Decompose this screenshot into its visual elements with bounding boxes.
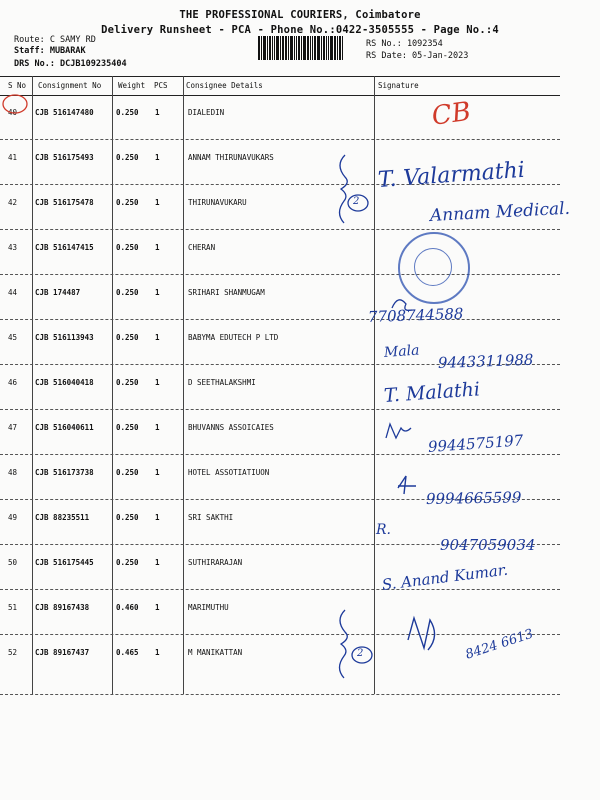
row-consignment: CJB 516173738 bbox=[35, 468, 94, 477]
row-consignment: CJB 516147415 bbox=[35, 243, 94, 252]
row-consignee: SRI SAKTHI bbox=[188, 513, 234, 522]
handwritten-anand-kumar: S. Anand Kumar. bbox=[380, 560, 509, 594]
row-weight: 0.250 bbox=[116, 198, 139, 207]
row-consignee: M MANIKATTAN bbox=[188, 648, 243, 657]
row-weight: 0.250 bbox=[116, 333, 139, 342]
row-sno: 44 bbox=[8, 288, 18, 297]
row-weight: 0.250 bbox=[116, 513, 139, 522]
signature-scribble-52 bbox=[408, 618, 435, 650]
handwritten-phone-47: 9944575197 bbox=[427, 431, 524, 456]
stamp-center bbox=[414, 248, 452, 286]
row-sno: 47 bbox=[8, 423, 18, 432]
row-weight: 0.460 bbox=[116, 603, 139, 612]
row-pcs: 1 bbox=[155, 468, 160, 477]
row-sno: 46 bbox=[8, 378, 18, 387]
col-weight: Weight bbox=[118, 81, 146, 90]
row-consignee: THIRUNAVUKARU bbox=[188, 198, 247, 207]
row-pcs: 1 bbox=[155, 333, 160, 342]
row-consignment: CJB 89167438 bbox=[35, 603, 90, 612]
row-consignment: CJB 516040611 bbox=[35, 423, 94, 432]
row-weight: 0.250 bbox=[116, 558, 139, 567]
row-consignment: CJB 516175493 bbox=[35, 153, 94, 162]
row-sno: 52 bbox=[8, 648, 18, 657]
col-consignment: Consignment No bbox=[38, 81, 102, 90]
signature-scribble-48 bbox=[398, 476, 416, 494]
row-sno: 43 bbox=[8, 243, 18, 252]
col-sno: S No bbox=[8, 81, 27, 90]
row-pcs: 1 bbox=[155, 153, 160, 162]
handwritten-malathi: T. Malathi bbox=[383, 378, 481, 407]
row-consignment: CJB 516147480 bbox=[35, 108, 94, 117]
handwritten-count-top: 2 bbox=[353, 196, 360, 207]
handwritten-annam-medical: Annam Medical. bbox=[429, 198, 571, 226]
row-pcs: 1 bbox=[155, 378, 160, 387]
row-consignment: CJB 174487 bbox=[35, 288, 81, 297]
handwritten-phone-44: 7708744588 bbox=[367, 304, 464, 326]
row-pcs: 1 bbox=[155, 198, 160, 207]
row-consignee: CHERAN bbox=[188, 243, 216, 252]
row-consignee: ANNAM THIRUNAVUKARS bbox=[188, 153, 274, 162]
row-sno: 45 bbox=[8, 333, 18, 342]
row-pcs: 1 bbox=[155, 288, 160, 297]
col-consignee-details: Consignee Details bbox=[186, 81, 263, 90]
handwritten-count-bottom: 2 bbox=[357, 648, 364, 659]
row-consignee: HOTEL ASSOTIATIUON bbox=[188, 468, 270, 477]
row-pcs: 1 bbox=[155, 603, 160, 612]
handwritten-phone-48: 9994665599 bbox=[425, 488, 522, 508]
handwritten-cb: CB bbox=[429, 96, 473, 132]
col-pcs: PCS bbox=[154, 81, 168, 90]
col-signature: Signature bbox=[378, 81, 419, 90]
row-weight: 0.250 bbox=[116, 153, 139, 162]
row-weight: 0.250 bbox=[116, 288, 139, 297]
staff-label: Staff: MUBARAK bbox=[14, 46, 86, 56]
row-consignee: D SEETHALAKSHMI bbox=[188, 378, 256, 387]
row-consignee: MARIMUTHU bbox=[188, 603, 229, 612]
row-40-circle bbox=[3, 95, 27, 113]
signature-scribble-47 bbox=[386, 424, 411, 438]
row-pcs: 1 bbox=[155, 558, 160, 567]
row-sno: 51 bbox=[8, 603, 18, 612]
row-pcs: 1 bbox=[155, 513, 160, 522]
row-consignment: CJB 516175445 bbox=[35, 558, 94, 567]
brace-rows-41-42 bbox=[340, 155, 348, 223]
row-weight: 0.250 bbox=[116, 378, 139, 387]
row-pcs: 1 bbox=[155, 423, 160, 432]
row-weight: 0.250 bbox=[116, 468, 139, 477]
handwritten-r: R. bbox=[376, 522, 391, 538]
rs-date: RS Date: 05-Jan-2023 bbox=[366, 51, 469, 61]
row-consignee: SUTHIRARAJAN bbox=[188, 558, 243, 567]
brace-rows-51-52 bbox=[340, 610, 348, 678]
row-consignment: CJB 516175478 bbox=[35, 198, 94, 207]
row-weight: 0.465 bbox=[116, 648, 139, 657]
runsheet-subtitle: Delivery Runsheet - PCA - Phone No.:0422-3505555 - Page No.:4 bbox=[101, 24, 499, 36]
row-consignment: CJB 88235511 bbox=[35, 513, 90, 522]
row-consignment: CJB 516040418 bbox=[35, 378, 94, 387]
row-consignee: SRIHARI SHANMUGAM bbox=[188, 288, 265, 297]
row-consignee: DIALEDIN bbox=[188, 108, 225, 117]
row-consignee: BHUVANNS ASSOICAIES bbox=[188, 423, 274, 432]
route-label: Route: C SAMY RD bbox=[14, 35, 96, 45]
row-consignment: CJB 89167437 bbox=[35, 648, 90, 657]
row-pcs: 1 bbox=[155, 243, 160, 252]
handwritten-phone-52: 8424 6613 bbox=[463, 626, 536, 663]
row-sno: 41 bbox=[8, 153, 18, 162]
drs-number: DRS No.: DCJB109235404 bbox=[14, 59, 127, 69]
row-weight: 0.250 bbox=[116, 423, 139, 432]
handwritten-phone-49: 9047059034 bbox=[440, 536, 536, 554]
row-pcs: 1 bbox=[155, 108, 160, 117]
row-weight: 0.250 bbox=[116, 243, 139, 252]
row-sno: 42 bbox=[8, 198, 18, 207]
handwritten-phone-45: 9443311988 bbox=[437, 350, 534, 372]
handwritten-valarmathi: T. Valarmathi bbox=[377, 157, 526, 193]
row-pcs: 1 bbox=[155, 648, 160, 657]
row-consignment: CJB 516113943 bbox=[35, 333, 94, 342]
row-weight: 0.250 bbox=[116, 108, 139, 117]
company-title: THE PROFESSIONAL COURIERS, Coimbatore bbox=[179, 9, 421, 21]
rs-number: RS No.: 1092354 bbox=[366, 39, 443, 49]
row-sno: 48 bbox=[8, 468, 18, 477]
row-sno: 50 bbox=[8, 558, 18, 567]
row-sno: 40 bbox=[8, 108, 18, 117]
handwritten-mala: Mala bbox=[383, 342, 420, 361]
row-consignee: BABYMA EDUTECH P LTD bbox=[188, 333, 279, 342]
company-stamp bbox=[398, 232, 470, 304]
row-sno: 49 bbox=[8, 513, 18, 522]
